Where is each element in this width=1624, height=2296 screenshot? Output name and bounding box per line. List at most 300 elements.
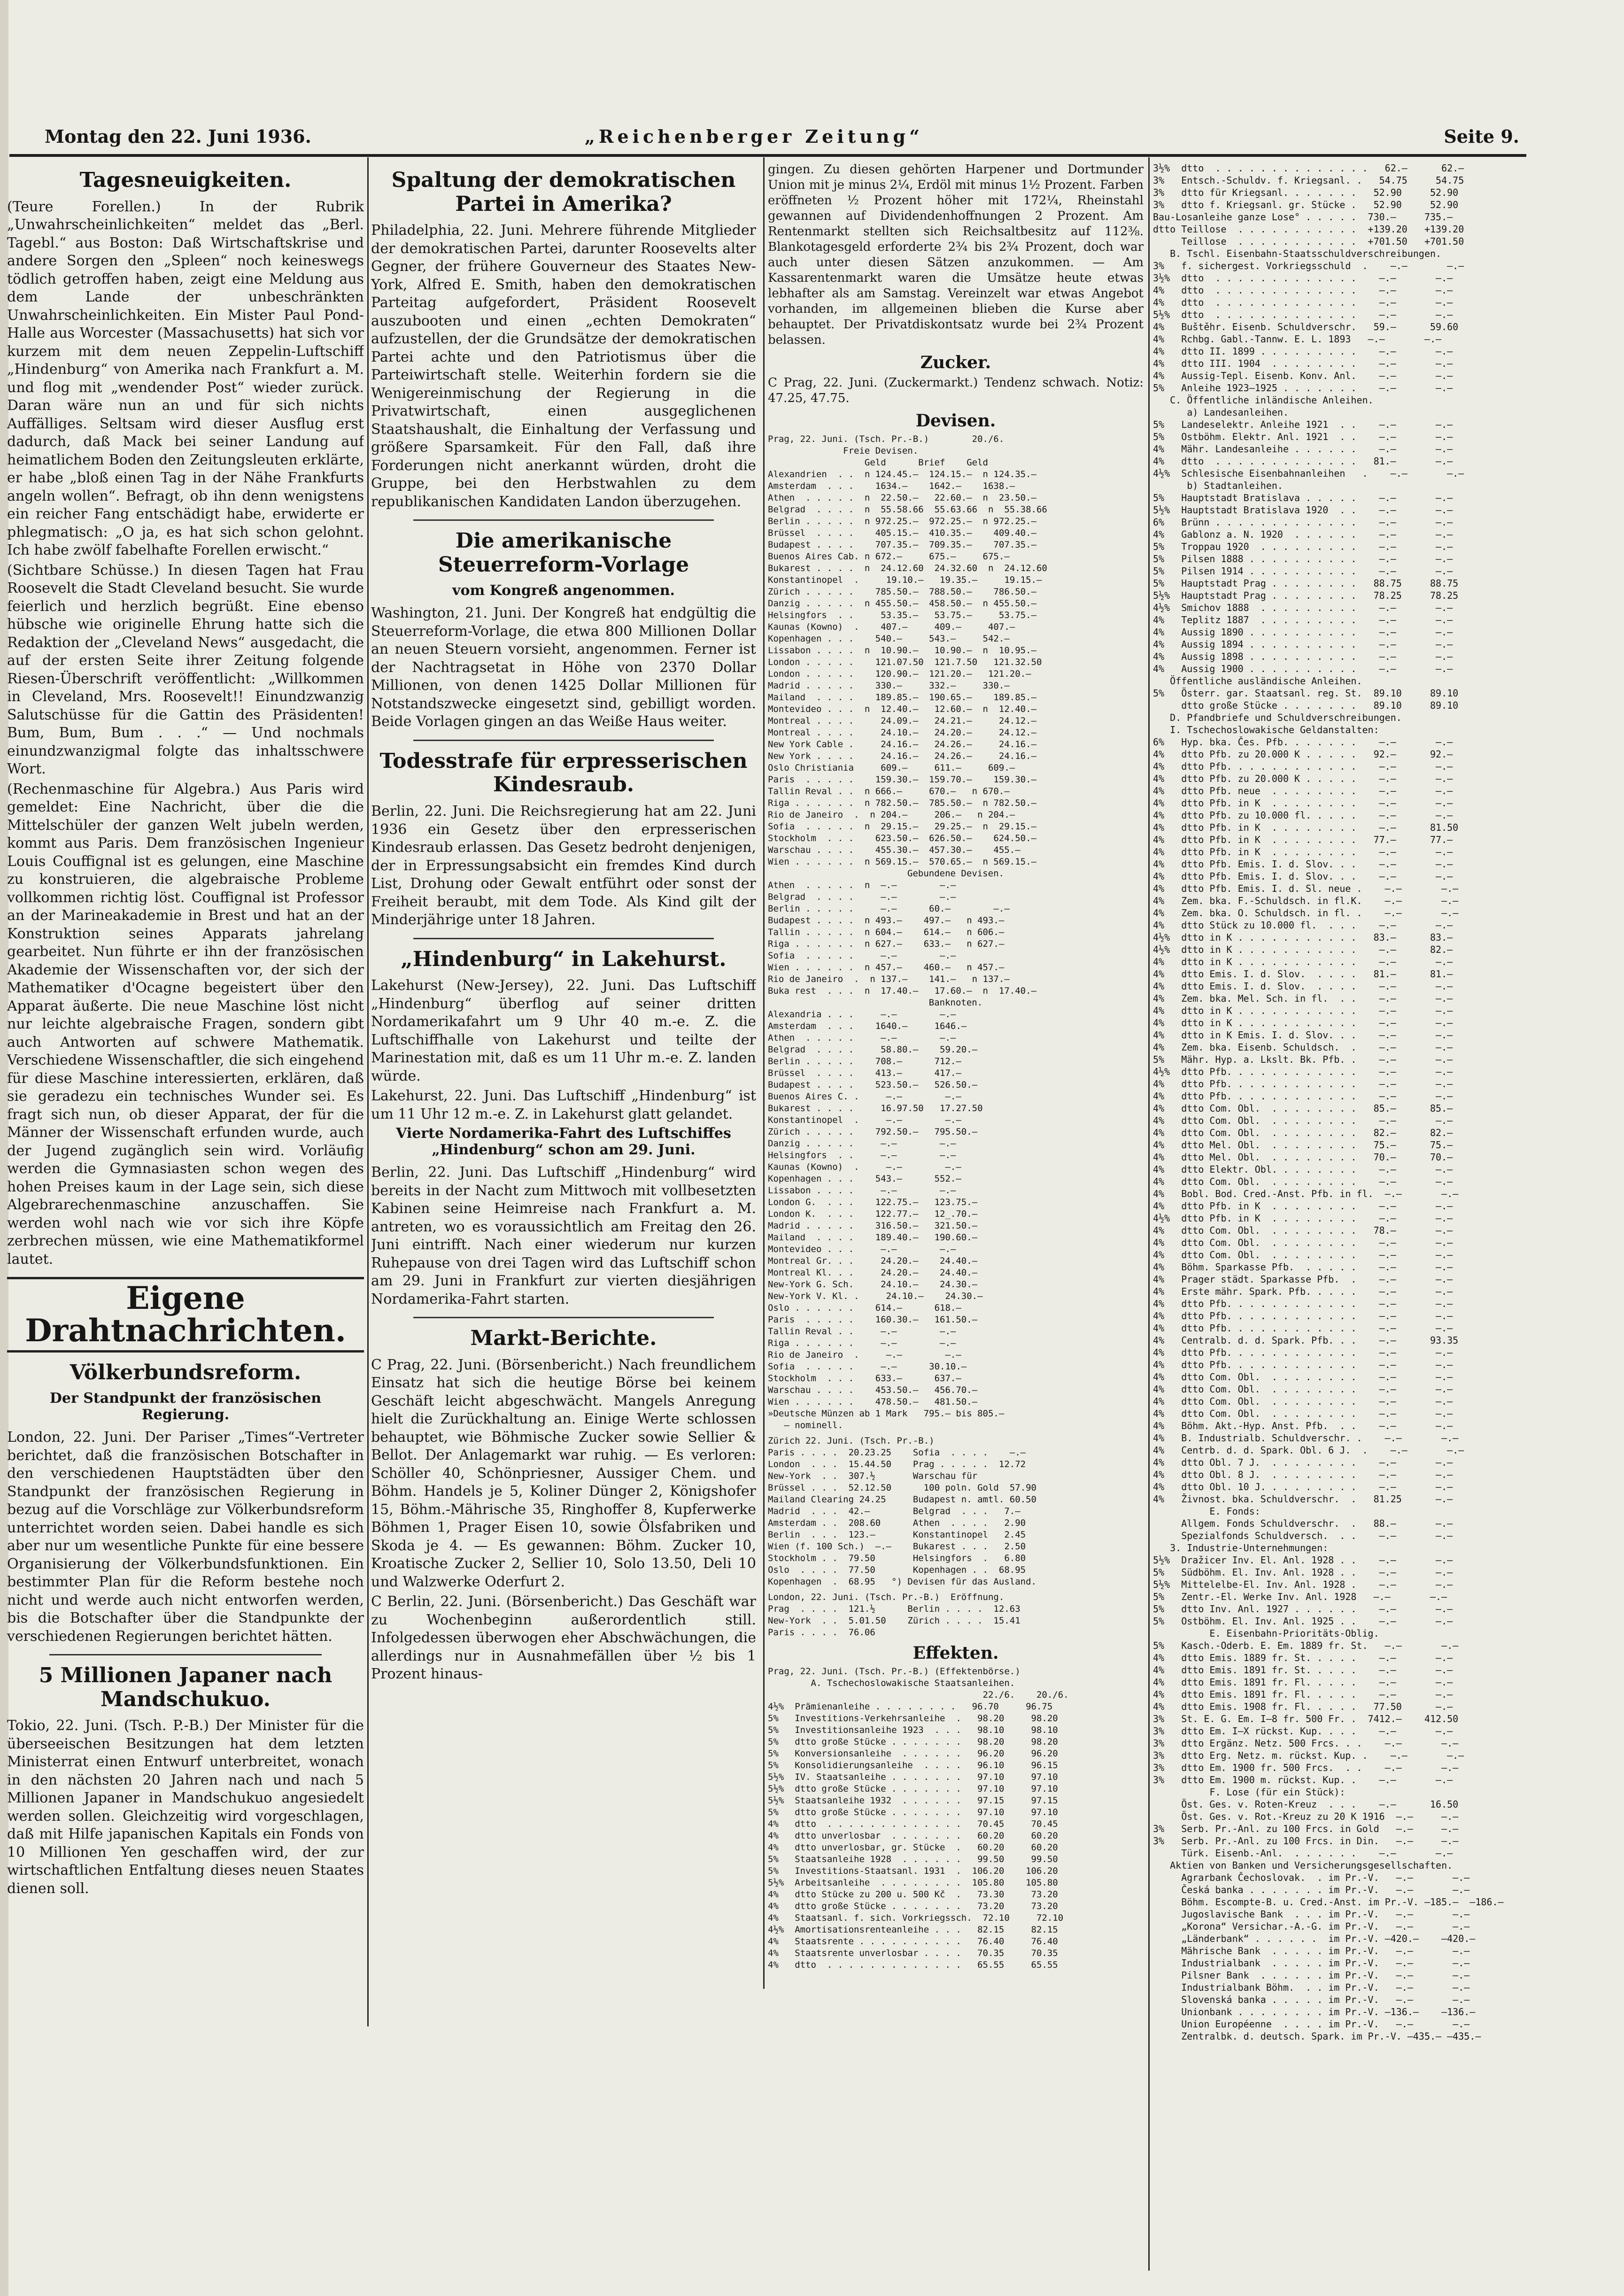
table-row: 4% Mähr. Landesanleihe . . . . . . —.— —.— <box>1153 443 1453 455</box>
table-row: 4½% dtto Pfb. . . . . . . . . . . . —.— —.— <box>1153 1066 1453 1077</box>
table-row: 3½% dtto . . . . . . . . . . . . . . 62.— 62.— <box>1153 162 1464 174</box>
zurich-header: Zürich 22. Juni. (Tsch. Pr.-B.) <box>768 1436 935 1446</box>
table-row: 4% dtto Pfb. . . . . . . . . . . . —.— —.— <box>1153 761 1453 772</box>
table-row: 5% Kasch.-Oderb. E. Em. 1889 fr. St. —.— —.— <box>1153 1640 1459 1651</box>
table-row: 4½% Schlesische Eisenbahnanleihen . —.— —.— <box>1153 468 1464 479</box>
table-row: 4% dtto Elektr. Obl. . . . . . . . —.— —.— <box>1153 1164 1453 1175</box>
table-row: 4% Buštěhr. Eisenb. Schuldverschr. 59.— 59.60 <box>1153 321 1459 332</box>
table-row: Brüssel . . . . 405.15.— 410.35.— 409.40.— <box>768 528 1036 538</box>
table-row: Paris . . . . . 159.30.— 159.70.— 159.30.— <box>768 774 1036 785</box>
table-row: Rio de Janeiro . n 204.— 206.— n 204.— <box>768 810 1015 820</box>
table-row: Berlin . . . . . —.— 60.— —.— <box>768 904 1010 914</box>
table-row: 3% dtto f. Kriegsanl. gr. Stücke . 52.90 52.90 <box>1153 199 1459 210</box>
table-row: Paris . . . . . 160.30.— 161.50.— <box>768 1314 978 1325</box>
table-row: 5% Hauptstadt Prag . . . . . . . . 88.75 88.75 <box>1153 578 1459 589</box>
table-row: Riga . . . . . . n 782.50.— 785.50.— n 782.50.— <box>768 798 1036 808</box>
gebundene-table <box>768 880 1144 997</box>
table-row: 4% dtto Pfb. . . . . . . . . . . . —.— —.— <box>1153 1347 1453 1358</box>
table-row: Riga . . . . . . n 627.— 633.— n 627.— <box>768 939 1005 949</box>
table-row: Helsingfors . . 53.35.— 53.75.— 53.75.— <box>768 610 1036 620</box>
table-row: 3% Serb. Pr.-Anl. zu 100 Frcs. in Din. —.— —.— <box>1153 1835 1459 1847</box>
table-row: Montreal . . . . 24.10.— 24.20.— 24.12.— <box>768 727 1036 738</box>
table-row: Teillose . . . . . . . . . . . +701.50 +701.50 <box>1153 236 1464 247</box>
table-row: Zentralbk. d. deutsch. Spark. im Pr.-V. —435.— —435.— <box>1153 2031 1481 2042</box>
section-banner: Eigene Drahtnachrichten. <box>7 1277 364 1353</box>
banknoten-table <box>768 1009 1144 1431</box>
london-table <box>768 1603 1144 1639</box>
table-row: Mährische Bank . . . . . im Pr.-V. —.— —.— <box>1153 1945 1470 1956</box>
table-row: Madrid . . . 42.— Belgrad . . . 7.— <box>768 1506 1021 1516</box>
table-row: Brüssel . . . 52.12.50 100 poln. Gold 57.90 <box>768 1483 1036 1493</box>
table-row: 5% dtto große Stücke . . . . . . . 97.10 97.10 <box>768 1807 1058 1817</box>
table-row: 4% Gablonz a. N. 1920 . . . . . . —.— —.— <box>1153 529 1453 540</box>
table-row: Türk. Eisenb.-Anl. . . . . . . —.— —.— <box>1153 1848 1453 1859</box>
table-row: 5% Anleihe 1923—1925 . . . . . . . —.— —.— <box>1153 382 1453 394</box>
table-row: 4½% dtto in K . . . . . . . . . . . 83.— 83.— <box>1153 932 1453 943</box>
table-row: Sofia . . . . . n 29.15.— 29.25.— n 29.15.— <box>768 821 1036 832</box>
table-row: 4% dtto Pfb. . . . . . . . . . . . —.— —.— <box>1153 1310 1453 1322</box>
table-row: 4% dtto Emis. I. d. Slov. . . . . —.— —.— <box>1153 981 1453 992</box>
table-row: 4% dtto unverlosbar . . . . . . . 60.20 60.20 <box>768 1831 1058 1841</box>
table-row: Tallin Reval . . n 666.— 670.— n 670.— <box>768 786 1010 796</box>
table-row: 4% Aussig 1890 . . . . . . . . . . —.— —.— <box>1153 626 1453 638</box>
masthead-rule <box>9 154 1526 157</box>
table-row: Stockholm . . 79.50 Helsingfors . 6.80 <box>768 1553 1026 1563</box>
table-row: Berlin . . . 123.— Konstantinopel 2.45 <box>768 1530 1026 1540</box>
table-row: New-York G. Sch. 24.10.— 24.30.— <box>768 1279 978 1290</box>
table-row: Athen . . . . . —.— —.— <box>768 1033 956 1043</box>
table-row: 5½% Arbeitsanleihe . . . . . . . . 105.80 105.80 <box>768 1878 1058 1888</box>
table-row: B. Tschl. Eisenbahn-Staatsschuldverschreibungen. <box>1153 248 1442 259</box>
table-row: 5½% dtto . . . . . . . . . . . . . —.— —.— <box>1153 309 1453 320</box>
table-row: Kaunas (Kowno) . —.— —.— <box>768 1162 961 1172</box>
table-row: Warschau . . . . 455.30.— 457.30.— 455.— <box>768 845 1021 855</box>
table-row: 4% Aussig 1898 . . . . . . . . . . —.— —.— <box>1153 651 1453 662</box>
table-row: 4% dtto Pfb. zu 20.000 K . . . . . —.— —.— <box>1153 773 1453 784</box>
table-row: 6% Hyp. bka. Čes. Pfb. . . . . . . —.— —.— <box>1153 736 1453 748</box>
table-row: 5% Südböhm. El. Inv. Anl. 1928 . . —.— —.— <box>1153 1567 1453 1578</box>
table-row: Aktien von Banken und Versicherungsgesellschaften. <box>1153 1860 1453 1871</box>
table-row: dtto Teillose . . . . . . . . . . . +139.20 +139.20 <box>1153 224 1464 235</box>
table-row: Warschau . . . . 453.50.— 456.70.— <box>768 1385 978 1395</box>
table-row: 4% dtto . . . . . . . . . . . . . —.— —.— <box>1153 285 1453 296</box>
article-headline: Die amerikanische Steuerreform-Vorlage <box>438 529 689 577</box>
effekten-header: Prag, 22. Juni. (Tsch. Pr.-B.) (Effektenbörse.) A. Tschechoslowakische Staatsanleihen. 22./6. 20./6. <box>768 1666 1069 1700</box>
table-row: 4% dtto Emis. 1891 fr. Fl. . . . . —.— —.— <box>1153 1677 1453 1688</box>
table-row: London K. . . . 122.77.— 12_.70.— <box>768 1209 978 1219</box>
table-row: 4% dtto Obl. 10 J. . . . . . . . . —.— —.— <box>1153 1481 1453 1492</box>
table-row: F. Lose (für ein Stück): <box>1153 1786 1346 1798</box>
table-row: Mailand Clearing 24.25 Budapest n. amtl. 60.50 <box>768 1494 1036 1505</box>
column-rule <box>763 157 765 1989</box>
table-row: Öffentliche ausländische Anleihen. <box>1153 675 1362 687</box>
table-row: 4% Staatsrente unverlosbar . . . . 70.35 70.35 <box>768 1948 1058 1958</box>
table-row: 3% dtto Em. 1900 fr. 500 Frcs. . . —.— —.— <box>1153 1762 1459 1773</box>
table-row: Wien (f. 100 Sch.) —.— Bukarest . . . 2.50 <box>768 1541 1026 1552</box>
masthead <box>45 126 1519 149</box>
table-row: 4% dtto Stück zu 10.000 fl. . . . —.— —.— <box>1153 920 1453 931</box>
section-heading: Zucker. <box>920 353 991 372</box>
table-row: 4% dtto Com. Obl. . . . . . . . . —.— —.— <box>1153 1371 1453 1383</box>
table-row: 5% dtto Inv. Anl. 1927 . . . . . . —.— —.— <box>1153 1603 1453 1615</box>
article-subheadline: Der Standpunkt der französischen Regierung. <box>49 1390 322 1423</box>
table-row: 5% dtto große Stücke . . . . . . . 98.20 98.20 <box>768 1737 1058 1747</box>
table-row: 4% Bobl. Bod. Cred.-Anst. Pfb. in fl. —.— —.— <box>1153 1188 1459 1199</box>
table-row: London . . . 15.44.50 Prag . . . . . 12.72 <box>768 1459 1026 1469</box>
table-row: 4% dtto Com. Obl. . . . . . . . . —.— —.— <box>1153 1115 1453 1126</box>
table-row: Industrialbank . . . . . im Pr.-V. —.— —.— <box>1153 1957 1470 1969</box>
table-row: 4% Zem. bka. F.-Schuldsch. in fl.K. —.— —.— <box>1153 895 1459 906</box>
table-row: Buka rest . . . n 17.40.— 17.60.— n 17.40.— <box>768 986 1036 996</box>
table-row: Bukarest . . . . n 24.12.60 24.32.60 n 24.12.60 <box>768 563 1047 573</box>
table-row: Mailand . . . . 189.40.— 190.60.— <box>768 1232 978 1243</box>
table-row: 4% dtto Pfb. zu 10.000 fl. . . . . —.— —.— <box>1153 810 1453 821</box>
table-row: 4% dtto II. 1899 . . . . . . . . . —.— —.— <box>1153 346 1453 357</box>
table-row: 4% dtto in K Emis. I. d. Slov. . . —.— —.— <box>1153 1029 1453 1041</box>
table-row: 4% dtto Pfb. . . . . . . . . . . . —.— —.— <box>1153 1298 1453 1309</box>
table-row: 4% dtto Pfb. . . . . . . . . . . . —.— —.— <box>1153 1078 1453 1090</box>
table-row: Amsterdam . . . 1634.— 1642.— 1638.— <box>768 481 1015 491</box>
table-row: Öst. Ges. v. Roten-Kreuz . . . —.— 16.50 <box>1153 1799 1459 1810</box>
table-row: 3% St. E. G. Em. I—8 fr. 500 Fr. . 7412.— 412.50 <box>1153 1713 1459 1724</box>
table-row: Kopenhagen . . . 540.— 543.— 542.— <box>768 634 1010 644</box>
article-lakehurst-landed: Lakehurst, 22. Juni. Das Luftschiff „Hindenburg“ ist um 11 Uhr 12 m.-e. Z. in Lakehurst glatt gelandet. <box>371 1088 756 1122</box>
table-row: 4% dtto . . . . . . . . . . . . . —.— —.— <box>1153 297 1453 308</box>
table-row: 4% dtto . . . . . . . . . . . . . 70.45 70.45 <box>768 1819 1058 1829</box>
divider <box>49 1654 322 1655</box>
table-row: 4% Teplitz 1887 . . . . . . . . . —.— —.— <box>1153 614 1453 626</box>
table-row: 4% dtto Com. Obl. . . . . . . . . —.— —.— <box>1153 1237 1453 1248</box>
table-row: 5% Landeselektr. Anleihe 1921 . . —.— —.— <box>1153 419 1453 430</box>
devisen-header: Prag, 22. Juni. (Tsch. Pr.-B.) 20./6. Freie Devisen. Geld Brief Geld <box>768 434 1005 468</box>
table-row: 4% Böhm. Sparkasse Pfb. . . . . . —.— —.— <box>1153 1261 1453 1273</box>
table-row: 3. Industrie-Unternehmungen: <box>1153 1542 1329 1554</box>
article-spaltung: Philadelphia, 22. Juni. Mehrere führende Mitglieder der demokratischen Partei, darunter Roosevelts alter Gegner, der frühere Gouverneur des Staates New-York, Alfred E. Smith, haben den demokratischen Parteitag aufgefordert, Präsident Roosevelt auszubooten und einen „echten Demokraten“ aufzustellen, der die Grundsätze der demokratischen Partei achte und den Patriotismus über die Parteiwirtschaft stelle. Weiterhin fordern sie die Wenigereinmischung der Regierung in die Privatwirtschaft, einen ausgeglichenen Staatshaushalt, die Einhaltung der Verfassung und größere Sparsamkeit. Für den Fall, daß ihre Forderungen nicht anerkannt würden, droht die Gruppe, bei den Herbstwahlen zu dem republikanischen Kandidaten Landon überzugehen. <box>371 222 756 510</box>
table-row: Helsingfors . . —.— —.— <box>768 1150 956 1160</box>
zurich-table <box>768 1447 1144 1588</box>
table-row: Konstantinopel . 19.10.— 19.35.— 19.15.— <box>768 575 1042 585</box>
table-row: 5% Konsolidierungsanleihe . . . . 96.10 96.15 <box>768 1760 1058 1770</box>
table-row: 4% Erste mähr. Spark. Pfb. . . . . —.— —.— <box>1153 1286 1453 1297</box>
table-row: 4% Centralb. d. d. Spark. Pfb. . . —.— 93.35 <box>1153 1335 1459 1346</box>
article-boerse-berlin: C Berlin, 22. Juni. (Börsenbericht.) Das Geschäft war zu Wochenbeginn außerordentlich still. Infolgedessen überwogen eher Abschwächungen, die allerdings nur in Ausnahmefällen über ½ bis 1 Prozent hinaus- <box>371 1593 756 1683</box>
table-row: 3% Serb. Pr.-Anl. zu 100 Frcs. in Gold —.— —.— <box>1153 1823 1459 1834</box>
table-row: 3% dtto Em. I—X rückst. Kup. . . . —.— —.— <box>1153 1725 1453 1737</box>
table-row: 4% Centrb. d. d. Spark. Obl. 6 J. . —.— —.— <box>1153 1445 1464 1456</box>
table-row: Sofia . . . . . —.— —.— <box>768 951 956 961</box>
table-row: Madrid . . . . . 316.50.— 321.50.— <box>768 1221 978 1231</box>
table-row: Budapest . . . . 707.35.— 709.35.— 707.35.— <box>768 540 1036 550</box>
table-row: Danzig . . . . . —.— —.— <box>768 1138 956 1149</box>
table-row: 3% Entsch.-Schuldv. f. Kriegsanl. . 54.75 54.75 <box>1153 175 1464 186</box>
table-row: New York Cable . 24.16.— 24.26.— 24.16.— <box>768 739 1036 750</box>
table-row: 4% dtto in K . . . . . . . . . . . —.— —.— <box>1153 1005 1453 1016</box>
table-row: 4% dtto Pfb. zu 20.000 K . . . . . 92.— 92.— <box>1153 749 1453 760</box>
table-row: „Länderbank“ . . . . . . im Pr.-V. —420.— —420.— <box>1153 1933 1476 1944</box>
table-row: Slovenská banka . . . . . im Pr.-V. —.— —.— <box>1153 1994 1470 2005</box>
table-row: London . . . . . 120.90.— 121.20.— 121.20.— <box>768 669 1031 679</box>
table-row: C. Öffentliche inländische Anleihen. <box>1153 394 1374 406</box>
table-row: Montevideo . . . n 12.40.— 12.60.— n 12.40.— <box>768 704 1036 714</box>
table-row: 4% dtto Pfb. neue . . . . . . . . —.— —.— <box>1153 785 1453 796</box>
table-row: Bukarest . . . . 16.97.50 17.27.50 <box>768 1103 983 1113</box>
table-row: Rio de Janeiro . —.— —.— <box>768 1350 961 1360</box>
table-row: Athen . . . . . n 22.50.— 22.60.— n 23.50.— <box>768 493 1036 503</box>
table-row: Belgrad . . . . 58.80.— 59.20.— <box>768 1044 978 1055</box>
table-row: 4% Zem. bka. Mel. Sch. in fl. . . —.— —.— <box>1153 993 1453 1004</box>
table-row: 3% dtto Em. 1900 m. rückst. Kup. . —.— —.— <box>1153 1774 1453 1786</box>
table-row: 4% Rchbg. Gabl.-Tannw. E. L. 1893 —.— —.— <box>1153 333 1442 345</box>
table-row: 6% Brünn . . . . . . . . . . . . . —.— —.— <box>1153 517 1453 528</box>
table-row: 4% dtto in K . . . . . . . . . . . —.— —.— <box>1153 1017 1453 1028</box>
table-row: 5% Ostböhm. El. Inv. Anl. 1925 . . —.— —.— <box>1153 1616 1453 1627</box>
divider <box>413 1317 714 1318</box>
table-row: Montreal . . . . 24.09.— 24.21.— 24.12.— <box>768 716 1036 726</box>
divider <box>413 519 714 521</box>
article-headline: 5 Millionen Japaner nach Mandschukuo. <box>39 1663 333 1711</box>
table-row: Buenos Aires C. . —.— —.— <box>768 1091 961 1102</box>
table-row: 5% Pilsen 1888 . . . . . . . . . . —.— —.— <box>1153 553 1453 564</box>
table-row: 4% dtto Obl. 8 J. . . . . . . . . —.— —.— <box>1153 1469 1453 1480</box>
table-row: Oslo . . . . . . 614.— 618.— <box>768 1303 961 1313</box>
table-row: Budapest . . . . 523.50.— 526.50.— <box>768 1080 978 1090</box>
table-row: 4% dtto Pfb. in K . . . . . . . . —.— —.— <box>1153 797 1453 809</box>
article-lakehurst: Lakehurst (New-Jersey), 22. Juni. Das Luftschiff „Hindenburg“ überflog auf seiner dritten Nordamerikafahrt um 9 Uhr 40 m.-e. Z. die Luftschiffhalle von Lakehurst und teilte der Marinestation mit, daß es um 11 Uhr m.-e. Z. landen würde. <box>371 977 756 1084</box>
table-subheading: Banknoten. <box>928 997 983 1008</box>
effekten-table <box>768 1701 1144 1971</box>
divider <box>413 740 714 741</box>
table-row: London . . . . . 121.07.50 121.7.50 121.32.50 <box>768 657 1042 667</box>
table-row: 4% dtto große Stücke . . . . . . . 73.20 73.20 <box>768 1901 1058 1911</box>
table-row: 4% dtto Pfb. in K . . . . . . . . 77.— 77.— <box>1153 834 1453 845</box>
table-row: 4% dtto Pfb. . . . . . . . . . . . —.— —.— <box>1153 1322 1453 1334</box>
table-row: Madrid . . . . . 330.— 332.— 330.— <box>768 680 1010 691</box>
table-row: Stockholm . . . 633.— 637.— <box>768 1373 961 1384</box>
table-row: 4% dtto Pfb. . . . . . . . . . . . —.— —.— <box>1153 1090 1453 1102</box>
table-row: Böhm. Escompte-B. u. Cred.-Anst. im Pr.-V. —185.— —186.— <box>1153 1896 1504 1908</box>
article-teure-forellen: (Teure Forellen.) In der Rubrik „Unwahrscheinlichkeiten“ meldet das „Berl. Tagebl.“ aus Boston: Daß Wirtschaftskrise und andere Sorgen den „Spleen“ noch keineswegs tödlich getroffen haben, zeigt eine Meldung aus dem Lande der unbeschränkten Unwahrscheinlichkeiten. Ein Mister Paul Pond-Halle aus Worcester (Massachusetts) hat sich vor kurzem mit dem neuen Zeppelin-Luftschiff „Hindenburg“ von Amerika nach Frankfurt a. M. und flog mit „wendender Post“ wieder zurück. Daran wäre nun an und für sich nichts Auffälliges. Seltsam wird dieser Ausflug erst dadurch, daß Mack bei seiner Landung auf heimatlichem Boden den Zeitungsleuten erklärte, er habe „bloß einen Tag in der Nähe Frankfurts angeln wollen“. Befragt, ob ihn denn wenigstens ein reicher Fang entschädigt habe, erwiderte er phlegmatisch: „O ja, es hat sich schon gelohnt. Ich habe zwölf fabelhafte Forellen erwischt.“ <box>7 198 364 559</box>
table-row: I. Tschechoslowakische Geldanstalten: <box>1153 724 1379 735</box>
column-1 <box>7 162 364 2045</box>
table-row: Wien . . . . . . n 569.15.— 570.65.— n 569.15.— <box>768 857 1036 867</box>
table-row: Brüssel . . . . 413.— 417.— <box>768 1068 961 1078</box>
table-row: 4% dtto Pfb. in K . . . . . . . . —.— —.— <box>1153 1200 1453 1212</box>
article-japaner: Tokio, 22. Juni. (Tsch. P.-B.) Der Minister für die überseeischen Besitzungen hat dem letzten Ministerrat einen Entwurf unterbreitet, wonach in den nächsten 20 Jahren nach und nach 5 Millionen Japaner in Mandschukuo angesiedelt werden sollen. Gleichzeitig wird vorgeschlagen, daß mit Hilfe japanischen Kapitals ein Fonds von 10 Millionen Yen geschaffen wird, der zur wirtschaftlichen Entfaltung dieses neuen Staates dienen soll. <box>7 1717 364 1897</box>
table-row: 4% dtto Com. Obl. . . . . . . . . —.— —.— <box>1153 1176 1453 1187</box>
table-row: Jugoslavische Bank . . . im Pr.-V. —.— —.— <box>1153 1909 1470 1920</box>
table-row: b) Stadtanleihen. <box>1153 480 1283 491</box>
section-heading: Tagesneuigkeiten. <box>79 168 292 192</box>
table-row: Wien . . . . . . n 457.— 460.— n 457.— <box>768 962 1005 973</box>
securities-table <box>1153 162 1524 2042</box>
table-row: E. Eisenbahn-Prioritäts-Oblig. <box>1153 1628 1379 1639</box>
table-row: 5½% IV. Staatsanleihe . . . . . . . 97.10 97.10 <box>768 1772 1058 1782</box>
table-row: Buenos Aires Cab. n 672.— 675.— 675.— <box>768 551 1010 562</box>
table-row: 4% dtto Pfb. Emis. I. d. Slov. . . —.— —.— <box>1153 858 1453 870</box>
article-subheadline: vom Kongreß angenommen. <box>452 582 675 599</box>
table-row: 3% dtto Erg. Netz. m. rückst. Kup. . —.— —.— <box>1153 1750 1464 1761</box>
table-row: 4% dtto unverlosbar, gr. Stücke . 60.20 60.20 <box>768 1842 1058 1853</box>
table-row: 4% Aussig 1900 . . . . . . . . . . —.— —.— <box>1153 663 1453 674</box>
table-row: Wien . . . . . . 478.50.— 481.50.— <box>768 1397 978 1407</box>
table-row: — nominell. <box>768 1420 843 1430</box>
table-row: 5% Hauptstadt Bratislava . . . . . —.— —.— <box>1153 492 1453 503</box>
table-row: Unionbank . . . . . . . . im Pr.-V. —136.— —136.— <box>1153 2006 1476 2018</box>
table-row: 4% dtto Mel. Obl. . . . . . . . . 75.— 75.— <box>1153 1139 1453 1151</box>
column-3 <box>768 162 1144 2275</box>
table-row: 4% dtto Emis. 1889 fr. St. . . . . —.— —.— <box>1153 1652 1453 1663</box>
section-heading: Effekten. <box>913 1643 999 1663</box>
table-row: 4½% dtto in K . . . . . . . . . . . —.— 82.— <box>1153 944 1453 955</box>
table-row: Česká banka . . . . . . . im Pr.-V. —.— —.— <box>1153 1884 1470 1895</box>
table-row: Lissabon . . . . —.— —.— <box>768 1185 956 1196</box>
table-row: 4% Staatsanl. f. sich. Vorkriegssch. 72.10 72.10 <box>768 1913 1064 1923</box>
table-row: London G. . . . 122.75.— 123.75.— <box>768 1197 978 1207</box>
table-row: 5½% Hauptstadt Prag . . . . . . . . 78.25 78.25 <box>1153 590 1459 601</box>
devisen-table <box>768 469 1144 868</box>
article-todesstrafe: Berlin, 22. Juni. Die Reichsregierung hat am 22. Juni 1936 ein Gesetz über den erpresserischen Kindesraub erlassen. Das Gesetz bedroht denjenigen, der in Erpressungsabsicht ein fremdes Kind durch List, Drohung oder Gewalt entführt oder sonst der Freiheit beraubt, mit dem Tode. Als Kind gilt der Minderjährige unter 18 Jahren. <box>371 803 756 928</box>
article-sichtbare-schuesse: (Sichtbare Schüsse.) In diesen Tagen hat Frau Roosevelt die Stadt Cleveland besucht. Sie wurde feierlich und herzlich begrüßt. Eine ebenso hübsche wie originelle Ehrung hatte sich die Redaktion der „Cleveland News“ ausgedacht, die auf der ersten Seite ihrer Zeitung folgende Riesen-Überschrift veröffentlicht: „Willkommen in Cleveland, Mrs. Roosevelt!! Einundzwanzig Salutschüsse für die Gattin des Präsidenten! Bum, Bum, Bum . . .“ — Und nochmals einundzwanzigmal folgte das inhaltsschwere Wort. <box>7 562 364 778</box>
table-row: 4% dtto Pfb. Emis. I. d. Slov. . . —.— —.— <box>1153 871 1453 882</box>
table-row: dtto große Stücke . . . . . . . 89.10 89.10 <box>1153 700 1459 711</box>
table-row: 4% Prager städt. Sparkasse Pfb. . —.— —.— <box>1153 1274 1453 1285</box>
table-row: Montreal Kl. . . 24.20.— 24.40.— <box>768 1268 978 1278</box>
table-row: 4% dtto Pfb. . . . . . . . . . . . —.— —.— <box>1153 1359 1453 1370</box>
table-row: 4% Zem. bka. Eisenb. Schuldsch. . —.— —.— <box>1153 1042 1453 1053</box>
table-row: Zürich . . . . . 785.50.— 788.50.— 786.50.— <box>768 587 1036 597</box>
article-subheadline: Vierte Nordamerika-Fahrt des Luftschiffes „Hindenburg“ schon am 29. Juni. <box>396 1125 731 1159</box>
table-row: Lissabon . . . . n 10.90.— 10.90.— n 10.95.— <box>768 645 1036 656</box>
table-row: 4% dtto III. 1904 . . . . . . . . —.— —.— <box>1153 358 1453 369</box>
table-row: Montevideo . . . —.— —.— <box>768 1244 956 1254</box>
table-row: Amsterdam . . . 1640.— 1646.— <box>768 1021 967 1031</box>
table-row: Paris . . . . 20.23.25 Sofia . . . . —.— <box>768 1447 1026 1458</box>
article-headline: Spaltung der demokratischen Partei in Amerika? <box>391 168 736 216</box>
london-header: London, 22. Juni. (Tsch. Pr.-B.) Eröffnung. <box>768 1592 1005 1602</box>
table-row: 5% Investitionsanleihe 1923 . . . 98.10 98.10 <box>768 1725 1058 1735</box>
table-row: 4% dtto Emis. 1908 fr. Fl. . . . . 77.50 —.— <box>1153 1701 1453 1712</box>
table-row: 4% dtto Pfb. in K . . . . . . . . —.— 81.50 <box>1153 822 1459 833</box>
table-row: Prag . . . . 121.½ Berlin . . . . 12.63 <box>768 1604 1021 1614</box>
table-row: Mailand . . . . 189.85.— 190.65.— 189.85.— <box>768 692 1036 703</box>
article-headline: „Hindenburg“ in Lakehurst. <box>401 947 727 971</box>
table-subheading: Gebundene Devisen. <box>907 868 1004 879</box>
table-row: Kopenhagen . 68.95 °) Devisen für das Ausland. <box>768 1577 1036 1587</box>
section-heading: Devisen. <box>915 411 996 431</box>
table-row: 4% Zem. bka. O. Schuldsch. in fl. . —.— —.— <box>1153 907 1459 919</box>
table-row: 3% f. sichergest. Vorkriegsschuld . —.— —.— <box>1153 260 1464 271</box>
table-row: 4% Staatsrente . . . . . . . . . . 76.40 76.40 <box>768 1936 1058 1947</box>
table-row: Berlin . . . . . n 972.25.— 972.25.— n 972.25.— <box>768 516 1036 526</box>
table-row: 4% dtto Emis. 1891 fr. Fl. . . . . —.— —.— <box>1153 1689 1453 1700</box>
table-row: Allgem. Fonds Schuldverschr. . 88.— —.— <box>1153 1518 1453 1529</box>
table-row: 5% Troppau 1920 . . . . . . . . . —.— —.— <box>1153 541 1453 552</box>
divider <box>413 938 714 939</box>
table-row: 5% Staatsanleihe 1928 . . . . . . 99.50 99.50 <box>768 1854 1058 1864</box>
table-row: »Deutsche Münzen ab 1 Mark 795.— bis 805.— <box>768 1408 1005 1419</box>
table-row: 4% Aussig-Tepl. Eisenb. Konv. Anl. —.— —.— <box>1153 370 1453 381</box>
table-row: 4% dtto Com. Obl. . . . . . . . . —.— —.— <box>1153 1396 1453 1407</box>
table-row: Belgrad . . . . n 55.58.66 55.63.66 n 55.38.66 <box>768 504 1047 515</box>
table-row: Öst. Ges. v. Rot.-Kreuz zu 20 K 1916 —.— —.— <box>1153 1811 1459 1822</box>
table-row: 5% Investitions-Staatsanl. 1931 . 106.20 106.20 <box>768 1866 1058 1876</box>
table-row: Kopenhagen . . . 543.— 552.— <box>768 1174 961 1184</box>
table-row: 4% dtto Pfb. in K . . . . . . . . —.— —.— <box>1153 846 1453 858</box>
table-row: Alexandria . . . —.— —.— <box>768 1009 956 1020</box>
table-row: 5½% Mittelelbe-El. Inv. Anl. 1928 . —.— —.— <box>1153 1579 1453 1590</box>
table-row: 4% dtto Com. Obl. . . . . . . . . 82.— 82.— <box>1153 1127 1453 1138</box>
column-2 <box>371 162 756 1994</box>
table-row: 4% Aussig 1894 . . . . . . . . . . —.— —.— <box>1153 639 1453 650</box>
table-row: Amsterdam . . 208.60 Athen . . . . 2.90 <box>768 1518 1026 1528</box>
table-row: Budapest . . . . n 493.— 497.— n 493.— <box>768 915 1005 926</box>
column-rule <box>367 157 369 2026</box>
page-number: Seite 9. <box>1444 126 1519 147</box>
table-row: Union Européenne . . . . im Pr.-V. —.— —.— <box>1153 2018 1470 2030</box>
table-row: 4% dtto Emis. 1891 fr. St. . . . . —.— —.— <box>1153 1664 1453 1676</box>
table-row: 4½% Smichov 1888 . . . . . . . . . —.— —.— <box>1153 602 1453 613</box>
table-row: Rio de Janeiro . n 137.— 141.— n 137.— <box>768 974 1010 984</box>
table-row: 3% dtto Ergänz. Netz. 500 Frcs. . . —.— —.— <box>1153 1738 1459 1749</box>
table-row: 4% dtto Com. Obl. . . . . . . . . —.— —.— <box>1153 1408 1453 1419</box>
article-vierte-fahrt: Berlin, 22. Juni. Das Luftschiff „Hindenburg“ wird bereits in der Nacht zum Mittwoch mit vollbesetzten Kabinen seine Heimreise nach Frankfurt a. M. antreten, wo es voraussichtlich am Freitag den 26. Juni eintrifft. Nach einer wiederum nur kurzen Ruhepause von drei Tagen wird das Luftschiff schon am 29. Juni in Frankfurt zur vierten diesjährigen Nordamerika-Fahrt starten. <box>371 1164 756 1307</box>
section-heading: Markt-Berichte. <box>470 1326 657 1351</box>
table-row: 5% Österr. gar. Staatsanl. reg. St. 89.10 89.10 <box>1153 688 1459 699</box>
table-row: 4% dtto Com. Obl. . . . . . . . . —.— —.— <box>1153 1249 1453 1260</box>
table-row: 5% Pilsen 1914 . . . . . . . . . . —.— —.— <box>1153 565 1453 577</box>
table-row: D. Pfandbriefe und Schuldverschreibungen. <box>1153 712 1402 723</box>
table-row: 4% dtto Mel. Obl. . . . . . . . . 70.— 70.— <box>1153 1152 1453 1163</box>
table-row: 3½% dtto . . . . . . . . . . . . . —.— —.— <box>1153 272 1453 284</box>
table-row: Industrialbank Böhm. . . im Pr.-V. —.— —.— <box>1153 1982 1470 1993</box>
table-row: Konstantinopel . —.— —.— <box>768 1115 961 1125</box>
article-headline: Völkerbundsreform. <box>70 1360 302 1384</box>
column-4 <box>1153 162 1524 2275</box>
table-row: New York . . . . 24.16.— 24.26.— 24.16.— <box>768 751 1036 761</box>
article-boerse-prag: C Prag, 22. Juni. (Börsenbericht.) Nach freundlichem Einsatz hat sich die heutige Börse bei keinem Geschäft leicht abgeschwächt. Mangels Anregung hielt die Zurückhaltung an. Einige Werte schlossen behauptet, wie Böhmische Zucker sowie Sellier & Bellot. Der Anlagemarkt war ruhig. — Es verloren: Schöller 40, Schönpriesner, Aussiger Chem. und Böhm. Handels je 5, Koliner Dünger 2, Königshofer 15, Böhm.-Mährische 35, Ringhoffer 8, Kupferwerke Böhmen 1, Prager Eisen 10, sowie Ölsfabriken und Skoda je 4. — Es gewannen: Böhm. Zucker 10, Kroatische Zucker 2, Sellier 10, Solo 13.50, Deli 10 und Walzwerke Oderfurt 2. <box>371 1356 756 1590</box>
table-row: New-York . . 5.01.50 Zürich . . . . 15.41 <box>768 1616 1021 1626</box>
article-rechenmaschine: (Rechenmaschine für Algebra.) Aus Paris wird gemeldet: Eine Nachricht, über die die Mittelschüler der ganzen Welt jubeln werden, kommt aus Paris. Dem französischen Ingenieur Louis Couffignal ist es gelungen, eine Maschine zu konstruieren, die algebraische Probleme vollkommen richtig löst. Couffignal ist Professor an der Marineakademie in Brest und hat an der Konstruktion seines Apparats jahrelang gearbeitet. Nun führte er ihn der französischen Akademie der Wissenschaften vor, der sich der Mathematiker d'Ocagne begeistert über den Apparat äußerte. Die neue Maschine löst nicht nur leichte algebraische Fragen, sondern gibt auch Antworten auf schwere Mathematik. Verschiedene Wissenschaftler, die sich eingehend für diese Maschine interessierten, erklären, daß sie geradezu ein technisches Wunder sei. Es fragt sich nun, ob dieser Apparat, der für die Männer der Wissenschaft erfunden wurde, auch der Jugend zugänglich sein wird. Vorläufig werden die Gymnasiasten schon wegen des hohen Preises kaum in der Lage sein, sich diese Algebrarechenmaschine anzuschaffen. Sie werden wohl nach wie vor sich ihre Köpfe zerbrechen müssen, wie eine Mathematikformel lautet. <box>7 781 364 1268</box>
table-row: E. Fonds: <box>1153 1506 1261 1517</box>
table-row: New-York V. Kl. . 24.10.— 24.30.— <box>768 1291 983 1301</box>
table-row: Tallin Reval . . —.— —.— <box>768 1326 956 1337</box>
table-row: Danzig . . . . . n 455.50.— 458.50.— n 455.50.— <box>768 598 1036 609</box>
table-row: Oslo . . . . 77.50 Kopenhagen . . 68.95 <box>768 1565 1026 1575</box>
table-row: Kaunas (Kowno) . 407.— 409.— 407.— <box>768 622 1015 632</box>
table-row: 4% B. Industrialb. Schuldverschr. . —.— —.— <box>1153 1432 1459 1444</box>
table-row: 5% Konversionsanleihe . . . . . . 96.20 96.20 <box>768 1748 1058 1759</box>
table-row: 4% dtto . . . . . . . . . . . . . 81.— —.— <box>1153 456 1453 467</box>
table-row: Athen . . . . . n —.— —.— <box>768 880 956 890</box>
article-zucker: C Prag, 22. Juni. (Zuckermarkt.) Tendenz schwach. Notiz: 47.25, 47.75. <box>768 376 1144 405</box>
table-row: Spezialfonds Schuldversch. . . —.— —.— <box>1153 1530 1453 1541</box>
issue-date: Montag den 22. Juni 1936. <box>45 126 311 147</box>
table-row: 4½% Prämienanleihe . . . . . . . . 96.70 96.75 <box>768 1701 1053 1712</box>
table-row: 5% Ostböhm. Elektr. Anl. 1921 . . —.— —.— <box>1153 431 1453 442</box>
table-row: 5½% Staatsanleihe 1932 . . . . . . 97.15 97.15 <box>768 1795 1058 1806</box>
table-row: 4% dtto Pfb. Emis. I. d. Sl. neue . —.— —.— <box>1153 883 1459 894</box>
table-row: 4% dtto . . . . . . . . . . . . . 65.55 65.55 <box>768 1960 1058 1970</box>
table-row: 4% Böhm. Akt.-Hyp. Anst. Pfb. . . —.— —.— <box>1153 1420 1453 1431</box>
table-row: Sofia . . . . . —.— 30.10.— <box>768 1361 967 1372</box>
table-row: 4½% dtto Pfb. in K . . . . . . . . —.— —.— <box>1153 1213 1453 1224</box>
table-row: Pilsner Bank . . . . . . im Pr.-V. —.— —.— <box>1153 1970 1470 1981</box>
table-row: Riga . . . . . . —.— —.— <box>768 1338 956 1348</box>
table-row: Alexandrien . . n 124.45.— 124.15.— n 124.35.— <box>768 469 1036 479</box>
table-row: 4% dtto Com. Obl. . . . . . . . . —.— —.— <box>1153 1384 1453 1395</box>
table-row: Paris . . . . 76.06 <box>768 1627 875 1638</box>
table-row: 5½% Hauptstadt Bratislava 1920 . . —.— —.— <box>1153 504 1453 516</box>
